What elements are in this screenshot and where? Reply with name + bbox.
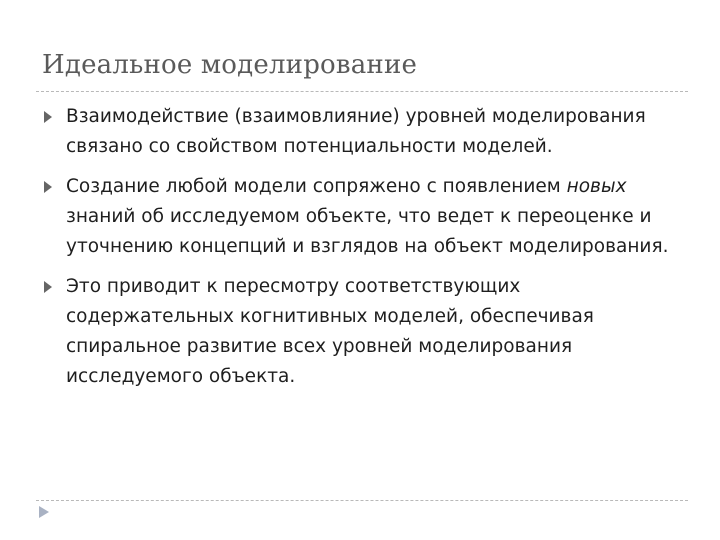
bullet-text-start: Создание любой модели сопряжено с появлением <box>66 176 567 197</box>
triangle-right-icon <box>44 181 52 193</box>
bullet-text: Это приводит к пересмотру соответствующих содержательных когнитивных моделей, обеспечивая спиральное развитие всех уровней моделирования исследуемого объекта. <box>66 276 594 387</box>
bullet-list <box>44 102 684 402</box>
bullet-item <box>44 272 684 392</box>
triangle-right-icon <box>44 111 52 123</box>
title-divider <box>36 91 688 92</box>
triangle-right-icon <box>44 281 52 293</box>
bullet-item <box>44 102 684 162</box>
nav-triangle-icon <box>37 504 53 520</box>
slide-title: Идеальное моделирование <box>42 50 418 80</box>
bullet-text-end: знаний об исследуемом объекте, что ведет к переоценке и уточнению концепций и взглядов на объект моделирования. <box>66 206 669 257</box>
bullet-emphasis: новых <box>566 176 627 197</box>
bullet-item <box>44 172 684 262</box>
footer-divider <box>36 500 688 501</box>
bullet-text: Взаимодействие (взаимовлияние) уровней моделирования связано со свойством потенциальности моделей. <box>66 106 646 157</box>
